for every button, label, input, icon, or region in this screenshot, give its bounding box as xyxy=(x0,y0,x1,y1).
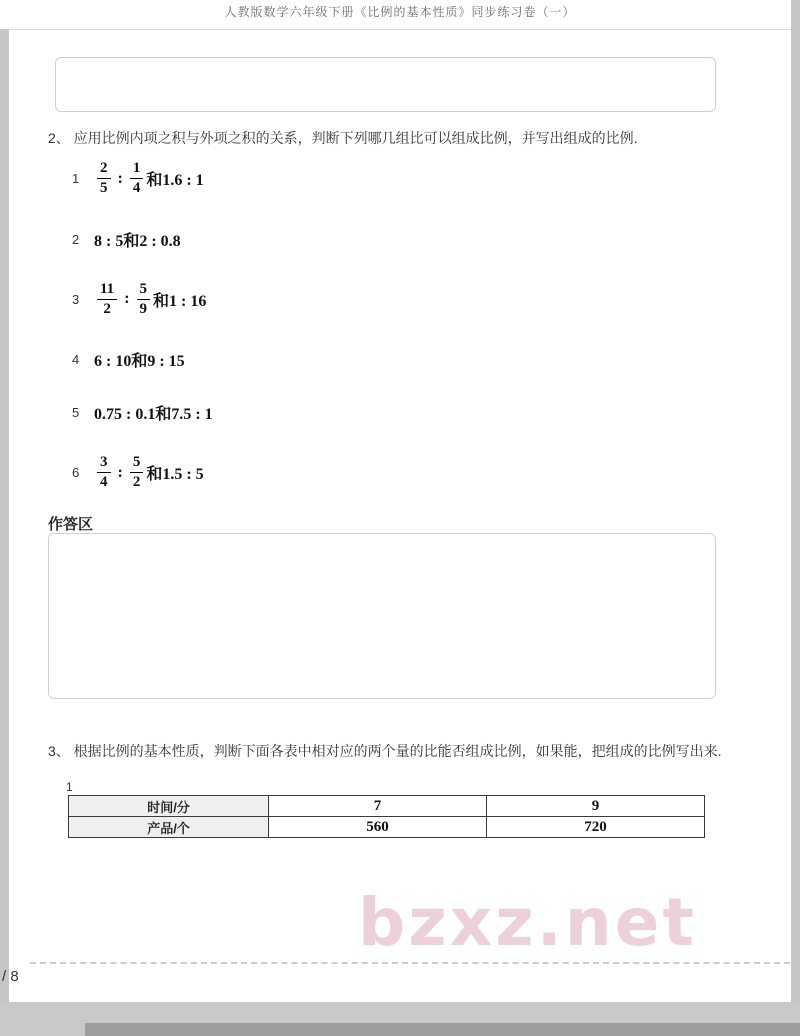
table-header-cell: 产品/个 xyxy=(69,817,269,838)
ratio-item-number: 2 xyxy=(72,231,80,247)
math-text: 8 : 5和2 : 0.8 xyxy=(94,232,181,250)
ratio-item-number: 6 xyxy=(72,465,80,481)
watermark: bzxz.net xyxy=(358,884,698,961)
ratio-item-number: 4 xyxy=(72,352,80,367)
math-text: : xyxy=(120,290,134,308)
math-text: 和1 : 16 xyxy=(153,292,207,310)
ratio-item xyxy=(72,348,712,371)
ratio-item xyxy=(72,454,712,492)
table-row xyxy=(69,817,705,838)
answer-box-question1[interactable] xyxy=(55,57,716,112)
ratio-item-expression xyxy=(94,160,204,198)
ratio-item-number: 3 xyxy=(72,291,80,307)
ratio-item xyxy=(72,281,712,319)
fraction: $\frac{5}{2}$ xyxy=(130,454,144,492)
viewer-gutter-left xyxy=(0,29,9,1036)
ratio-item-number: 5 xyxy=(72,405,80,420)
math-text: 0.75 : 0.1和7.5 : 1 xyxy=(94,406,213,423)
ratio-item-expression xyxy=(94,401,213,424)
ratio-table xyxy=(68,795,705,838)
next-page-edge xyxy=(85,1023,800,1036)
math-text: : xyxy=(113,169,127,187)
fraction: $\frac{5}{9}$ xyxy=(137,281,151,319)
ratio-item xyxy=(72,160,712,198)
page-number: / 8 xyxy=(2,968,19,985)
math-text: 6 : 10和9 : 15 xyxy=(94,353,185,370)
table-header-cell: 时间/分 xyxy=(69,796,269,817)
table-value-cell: 9 xyxy=(487,796,705,817)
answer-area-label: 作答区 xyxy=(48,516,94,533)
viewer-gutter-right xyxy=(791,0,800,1036)
table-row xyxy=(69,796,705,817)
math-text: 和1.5 : 5 xyxy=(146,466,204,484)
table-label: 1 xyxy=(66,780,73,794)
fraction: $\frac{1}{4}$ xyxy=(130,160,144,198)
ratio-item-list xyxy=(72,160,712,522)
page-break-line xyxy=(30,962,790,964)
ratio-item-expression xyxy=(94,348,185,371)
ratio-item xyxy=(72,401,712,424)
table-value-cell: 560 xyxy=(269,817,487,838)
question-2-text: 2、 应用比例内项之积与外项之积的关系，判断下列哪几组比可以组成比例，并写出组成的比例. xyxy=(48,130,638,146)
ratio-item-expression xyxy=(94,281,206,319)
document-header xyxy=(0,0,800,30)
answer-box-question2[interactable] xyxy=(48,533,716,699)
table-value-cell: 720 xyxy=(487,817,705,838)
fraction: $\frac{2}{5}$ xyxy=(97,160,111,198)
ratio-item-expression xyxy=(94,228,181,251)
math-text: : xyxy=(113,463,127,481)
ratio-item-number: 1 xyxy=(72,171,80,187)
fraction: $\frac{3}{4}$ xyxy=(97,454,111,492)
question-3-text: 3、 根据比例的基本性质，判断下面各表中相对应的两个量的比能否组成比例，如果能，把组成的比例写出来. xyxy=(48,743,722,759)
document-title: 人教版数学六年级下册《比例的基本性质》同步练习卷（一） xyxy=(224,5,576,19)
table-value-cell: 7 xyxy=(269,796,487,817)
fraction: $\frac{11}{2}$ xyxy=(97,281,117,319)
ratio-item-expression xyxy=(94,454,204,492)
math-text: 和1.6 : 1 xyxy=(146,172,204,190)
ratio-item xyxy=(72,228,712,251)
